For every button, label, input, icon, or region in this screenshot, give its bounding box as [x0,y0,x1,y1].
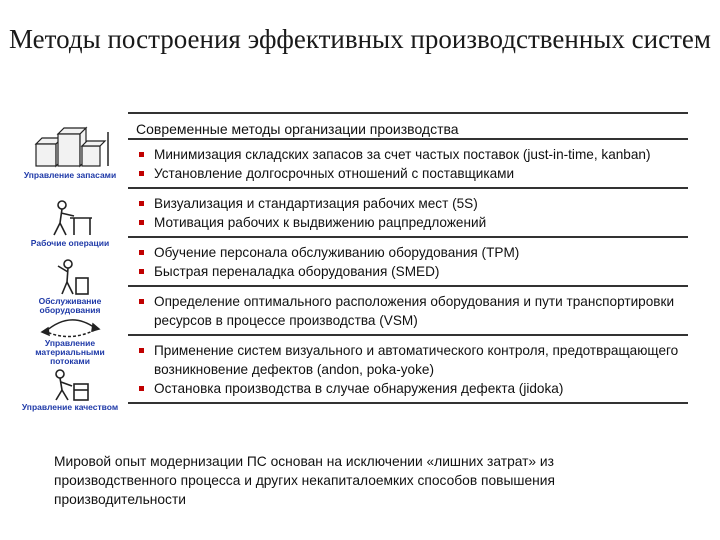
category-material-flow [18,316,122,366]
list-item: Определение оптимального расположения оборудования и пути транспортировки ресурсов в процессе производства (VSM) [128,292,688,330]
table-header: Современные методы организации производства [128,112,688,140]
category-quality [18,368,122,412]
list-item: Применение систем визуального и автоматического контроля, предотвращающего возникновение дефектов (andon, poka-yoke) [128,341,688,379]
category-inventory [18,122,122,180]
list-item: Минимизация складских запасов за счет частых поставок (just-in-time, kanban) [128,145,688,164]
category-label: Управление материальными потоками [35,338,105,366]
section-material-flow [128,287,688,336]
inspector-icon [40,368,100,402]
list-item: Обучение персонала обслуживанию оборудования (TPM) [128,243,688,262]
worker-icon [40,198,100,238]
list-item: Установление долгосрочных отношений с поставщиками [128,164,688,183]
slide-title: Методы построения эффективных производственных систем [9,24,711,54]
methods-table [128,112,688,404]
category-operations [18,198,122,248]
list-item: Остановка производства в случае обнаружения дефекта (jidoka) [128,379,688,398]
category-label: Обслуживание оборудования [38,296,102,315]
mechanic-icon [40,258,100,296]
section-maintenance [128,238,688,287]
footer-note: Мировой опыт модернизации ПС основан на исключении «лишних затрат» из производственного процесса и других некапиталоемких способов повышения производительности [54,454,555,507]
category-label: Управление качеством [21,402,119,412]
list-item: Визуализация и стандартизация рабочих мест (5S) [128,194,688,213]
category-label: Рабочие операции [30,238,110,248]
category-label: Управление запасами [23,170,117,180]
section-quality [128,336,688,404]
flow-cycle-icon [35,316,105,338]
list-item: Быстрая переналадка оборудования (SMED) [128,262,688,281]
section-operations [128,189,688,238]
list-item: Мотивация рабочих к выдвижению рацпредложений [128,213,688,232]
boxes-icon [22,122,118,170]
section-inventory [128,140,688,189]
category-maintenance [18,258,122,315]
